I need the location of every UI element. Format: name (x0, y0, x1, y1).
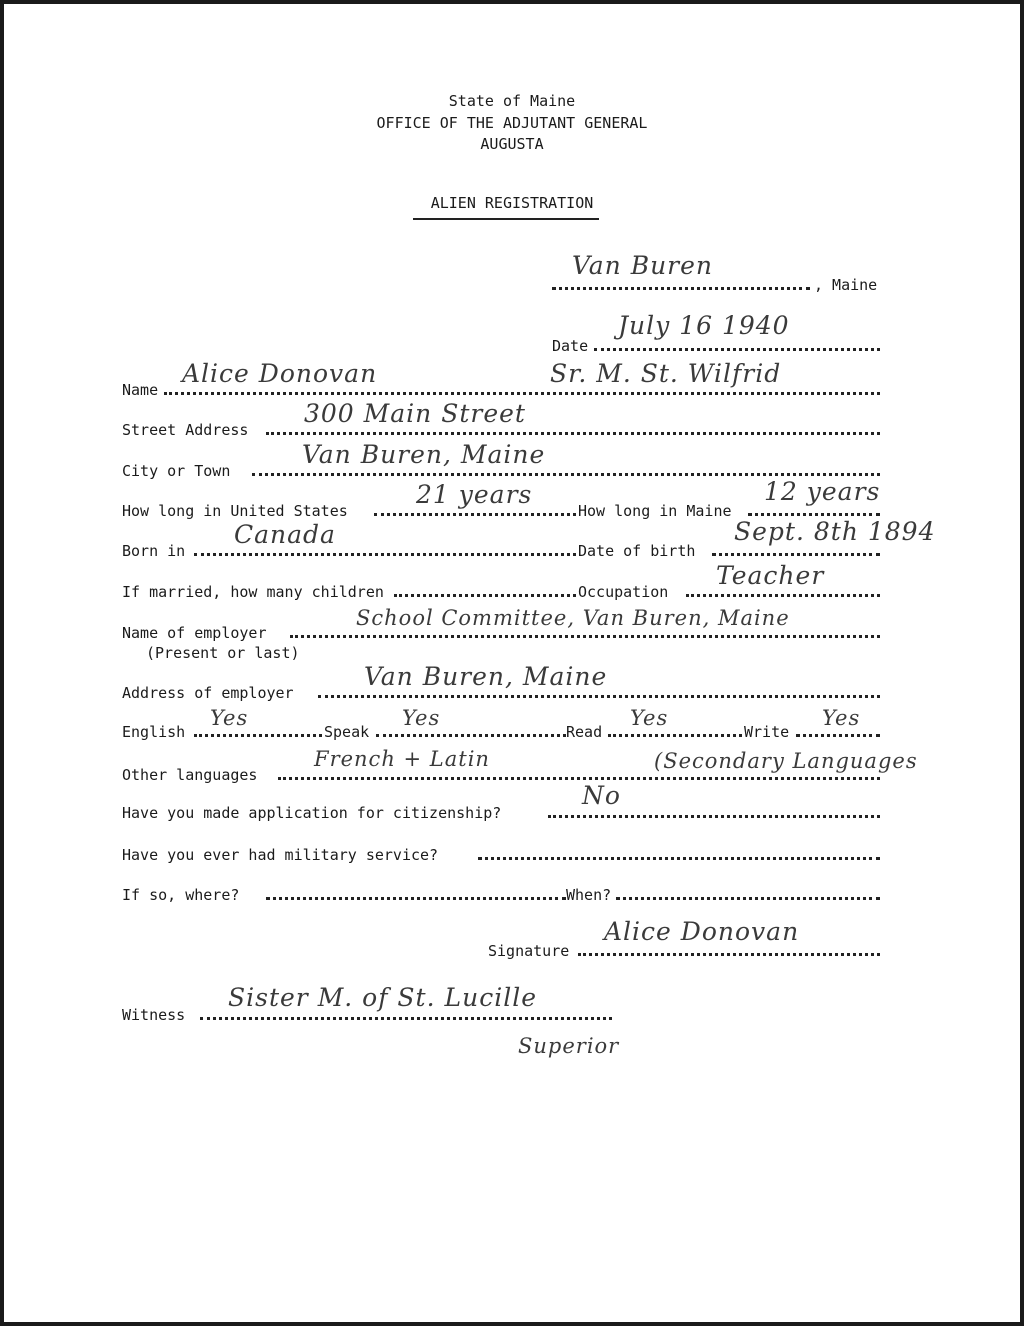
read-label: Read (566, 723, 603, 741)
date-of-birth-label: Date of birth (578, 542, 696, 560)
witness-entry: Sister M. of St. Lucille (228, 983, 537, 1012)
date-of-birth-line (712, 553, 880, 556)
other-languages-label: Other languages (122, 766, 258, 784)
read-entry: Yes (630, 706, 669, 730)
signature-entry: Alice Donovan (604, 917, 800, 946)
occupation-entry: Teacher (716, 561, 825, 590)
signature-line (578, 953, 880, 956)
born-in-line (194, 553, 576, 556)
speak-label: Speak (324, 723, 370, 741)
city-entry: Van Buren, Maine (302, 440, 546, 469)
employer-label: Name of employer (122, 624, 267, 642)
occupation-line (686, 594, 880, 597)
other-languages-line (278, 777, 880, 780)
street-address-entry: 300 Main Street (304, 399, 526, 428)
header-city: AUGUSTA (480, 135, 544, 153)
citizenship-entry: No (582, 781, 621, 810)
english-entry: Yes (210, 706, 249, 730)
married-line (394, 594, 576, 597)
witness-line (200, 1017, 612, 1020)
where-line (266, 897, 566, 900)
read-line (608, 734, 742, 737)
witness-label: Witness (122, 1006, 186, 1024)
signature-label: Signature (488, 942, 570, 960)
when-line (616, 897, 880, 900)
english-label: English (122, 723, 186, 741)
town-line (552, 287, 810, 290)
military-line (478, 857, 880, 860)
write-label: Write (744, 723, 790, 741)
born-in-entry: Canada (234, 520, 336, 549)
street-address-line (266, 432, 880, 435)
form-sheet (4, 4, 1020, 1322)
title-underline (413, 218, 599, 220)
header-office: OFFICE OF THE ADJUTANT GENERAL (376, 114, 648, 132)
religious-name-entry: Sr. M. St. Wilfrid (550, 359, 782, 388)
town-entry: Van Buren (572, 251, 714, 280)
header-state: State of Maine (448, 92, 576, 110)
date-label: Date (552, 337, 589, 355)
when-label: When? (566, 886, 612, 904)
born-in-label: Born in (122, 542, 186, 560)
how-long-us-line (374, 513, 576, 516)
how-long-us-label: How long in United States (122, 502, 348, 520)
other-languages-entry: French + Latin (314, 747, 490, 771)
employer-address-entry: Van Buren, Maine (364, 662, 608, 691)
date-line (594, 348, 880, 351)
citizenship-line (548, 815, 880, 818)
street-address-label: Street Address (122, 421, 249, 439)
employer-note: (Present or last) (146, 644, 300, 662)
citizenship-label: Have you made application for citizenship? (122, 804, 502, 822)
english-line (194, 734, 322, 737)
maine-label: , Maine (814, 276, 878, 294)
speak-line (376, 734, 566, 737)
date-of-birth-entry: Sept. 8th 1894 (734, 517, 936, 546)
form-title: ALIEN REGISTRATION (430, 194, 594, 212)
military-label: Have you ever had military service? (122, 846, 439, 864)
write-line (796, 734, 880, 737)
city-label: City or Town (122, 462, 231, 480)
married-label: If married, how many children (122, 583, 384, 601)
speak-entry: Yes (402, 706, 441, 730)
name-label: Name (122, 381, 159, 399)
write-entry: Yes (822, 706, 861, 730)
employer-line (290, 635, 880, 638)
how-long-maine-line (748, 513, 880, 516)
name-entry: Alice Donovan (182, 359, 378, 388)
where-label: If so, where? (122, 886, 240, 904)
name-line (164, 392, 880, 395)
occupation-label: Occupation (578, 583, 669, 601)
how-long-us-entry: 21 years (416, 480, 533, 509)
employer-entry: School Committee, Van Buren, Maine (356, 606, 790, 630)
how-long-maine-label: How long in Maine (578, 502, 732, 520)
how-long-maine-entry: 12 years (764, 477, 881, 506)
date-entry: July 16 1940 (618, 311, 790, 340)
city-line (252, 473, 880, 476)
employer-address-label: Address of employer (122, 684, 294, 702)
other-languages-note: (Secondary Languages (654, 749, 918, 773)
witness-title-entry: Superior (518, 1034, 620, 1058)
employer-address-line (318, 695, 880, 698)
